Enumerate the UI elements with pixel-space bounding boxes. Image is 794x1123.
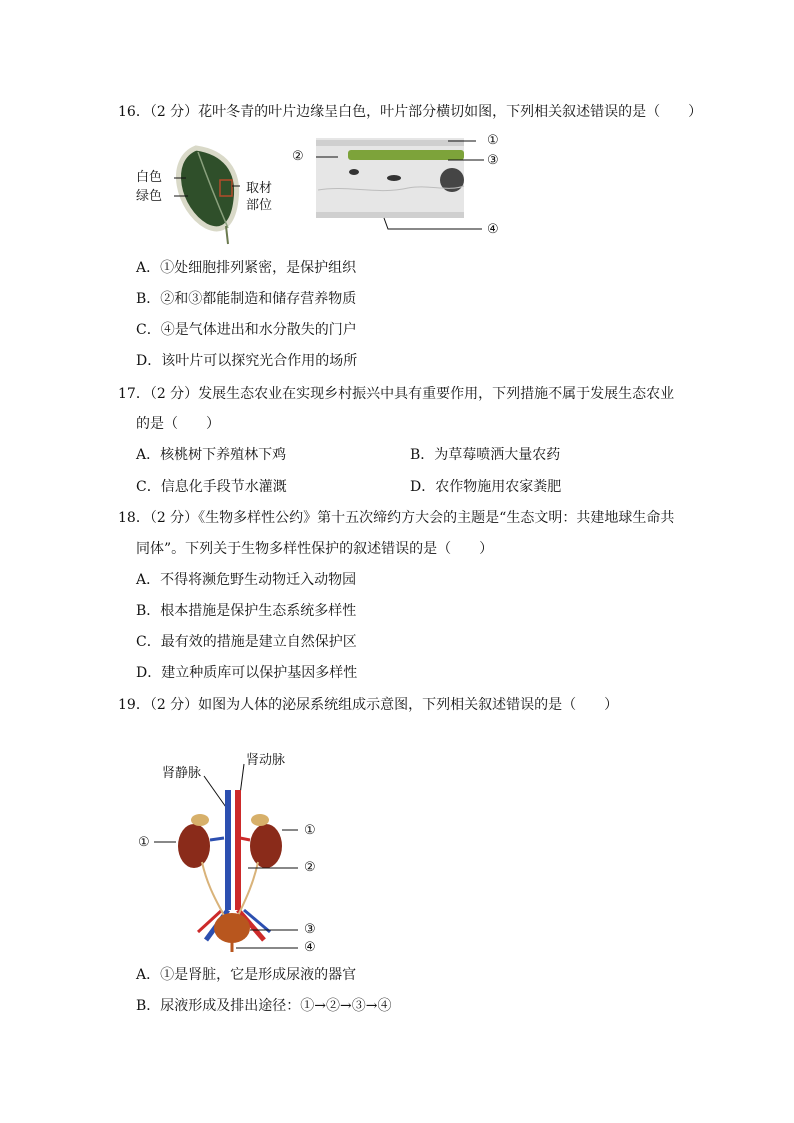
q18-stem-2: 同体”。下列关于生物多样性保护的叙述错误的是（ ） xyxy=(136,541,494,557)
q17-stem-2: 的是（ ） xyxy=(136,416,220,432)
q18-option-b: B．根本措施是保护生态系统多样性 xyxy=(136,603,357,619)
urinary-system-figure xyxy=(136,750,336,960)
q18-option-c: C．最有效的措施是建立自然保护区 xyxy=(136,634,357,650)
q16-stem: 16．（2 分）花叶冬青的叶片边缘呈白色，叶片部分横切如图，下列相关叙述错误的是（ ） xyxy=(118,104,703,120)
q19-option-b: B．尿液形成及排出途径：①→②→③→④ xyxy=(136,998,392,1014)
label-sample-1: 取材 xyxy=(246,181,273,196)
q19-stem: 19．（2 分）如图为人体的泌尿系统组成示意图，下列相关叙述错误的是（ ） xyxy=(118,697,619,713)
label-4: ④ xyxy=(304,940,316,955)
label-3: ③ xyxy=(304,922,316,937)
label-renal-artery: 肾动脉 xyxy=(246,753,286,768)
q17-option-b: B．为草莓喷洒大量农药 xyxy=(410,447,561,463)
q16-option-a: A．①处细胞排列紧密，是保护组织 xyxy=(136,260,357,276)
q17-stem-1: 17．（2 分）发展生态农业在实现乡村振兴中具有重要作用，下列措施不属于发展生态农业 xyxy=(118,386,675,402)
label-renal-vein: 肾静脉 xyxy=(162,766,202,781)
label-3: ③ xyxy=(487,153,499,168)
q17-option-d: D．农作物施用农家粪肥 xyxy=(410,479,562,495)
leaf-section-illustration xyxy=(288,130,518,240)
label-1-right: ① xyxy=(304,823,316,838)
q17-option-c: C．信息化手段节水灌溉 xyxy=(136,479,287,495)
label-4: ④ xyxy=(487,222,499,237)
label-sample-2: 部位 xyxy=(246,198,273,213)
q16-option-b: B．②和③都能制造和储存营养物质 xyxy=(136,291,357,307)
q18-option-a: A．不得将濒危野生动物迁入动物园 xyxy=(136,572,357,588)
q17-option-a: A．核桃树下养殖林下鸡 xyxy=(136,447,287,463)
q18-stem-1: 18．（2 分）《生物多样性公约》第十五次缔约方大会的主题是“生态文明：共建地球生命共 xyxy=(118,510,675,526)
leaf-section-figure xyxy=(288,130,518,240)
q19-option-a: A．①是肾脏，它是形成尿液的器官 xyxy=(136,967,357,983)
q16-option-c: C．④是气体进出和水分散失的门户 xyxy=(136,322,357,338)
label-2: ② xyxy=(292,149,304,164)
q16-option-d: D．该叶片可以探究光合作用的场所 xyxy=(136,353,358,369)
label-white: 白色 xyxy=(136,170,163,185)
label-1-left: ① xyxy=(138,835,150,850)
label-green: 绿色 xyxy=(136,189,163,204)
q18-option-d: D．建立种质库可以保护基因多样性 xyxy=(136,665,358,681)
label-1: ① xyxy=(487,133,499,148)
leaf-figure xyxy=(136,140,286,250)
label-2: ② xyxy=(304,860,316,875)
